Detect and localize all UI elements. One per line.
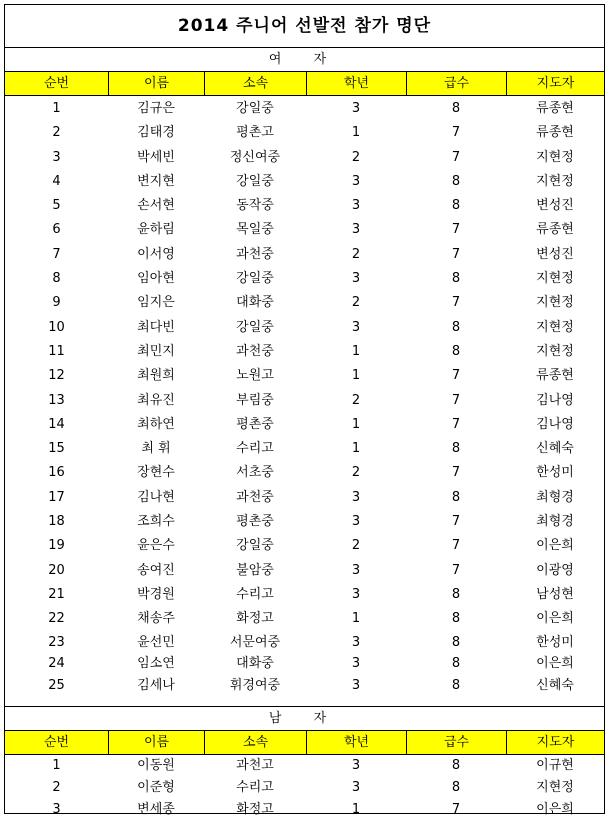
cell-grade: 1 (351, 441, 361, 457)
cell-grade: 3 (351, 489, 361, 505)
cell-level: 8 (451, 489, 461, 505)
cell-number: 12 (48, 368, 65, 384)
cell-level: 8 (451, 271, 461, 287)
cell-grade: 1 (351, 368, 361, 384)
cell-level: 7 (451, 416, 461, 432)
cell-affiliation: 불암중 (236, 562, 274, 578)
male-roster (5, 755, 604, 821)
cell-grade: 1 (351, 416, 361, 432)
cell-affiliation: 강일중 (236, 538, 274, 554)
cell-number: 23 (48, 634, 65, 650)
cell-name: 임지은 (137, 295, 175, 311)
cell-level: 7 (451, 802, 461, 818)
cell-coach: 최형경 (536, 514, 574, 530)
cell-grade: 1 (351, 802, 361, 818)
cell-level: 7 (451, 538, 461, 554)
cell-level: 8 (451, 586, 461, 602)
header-affiliation: 소속 (204, 731, 306, 754)
cell-name: 조희수 (137, 514, 175, 530)
cell-name: 김태경 (137, 125, 175, 141)
cell-coach: 이규현 (536, 758, 574, 774)
cell-coach: 지현정 (536, 295, 574, 311)
cell-grade: 1 (351, 125, 361, 141)
cell-level: 8 (451, 441, 461, 457)
cell-affiliation: 평촌중 (236, 514, 274, 530)
roster-sheet (4, 4, 605, 818)
cell-grade: 2 (351, 392, 361, 408)
cell-grade: 1 (351, 343, 361, 359)
cell-coach: 최형경 (536, 489, 574, 505)
table-row (5, 218, 604, 242)
table-row (5, 340, 604, 364)
cell-name: 변세종 (137, 802, 175, 818)
header-grade: 학년 (306, 72, 406, 95)
cell-affiliation: 과천고 (236, 758, 274, 774)
cell-affiliation: 대화중 (236, 295, 274, 311)
cell-number: 4 (52, 173, 61, 189)
cell-grade: 2 (351, 246, 361, 262)
cell-affiliation: 대화중 (236, 656, 274, 672)
table-row (5, 583, 604, 607)
cell-level: 7 (451, 125, 461, 141)
header-level: 급수 (406, 731, 506, 754)
cell-grade: 3 (351, 319, 361, 335)
cell-coach: 한성미 (536, 634, 574, 650)
table-row (5, 194, 604, 218)
table-row (5, 461, 604, 485)
cell-number: 20 (48, 562, 65, 578)
cell-affiliation: 강일중 (236, 173, 274, 189)
cell-number: 3 (52, 802, 61, 818)
cell-affiliation: 과천중 (236, 489, 274, 505)
male-section-label: 남 자 (268, 711, 341, 727)
cell-level: 8 (451, 780, 461, 796)
cell-coach: 지현정 (536, 780, 574, 796)
table-row (5, 389, 604, 413)
cell-name: 윤선민 (137, 634, 175, 650)
cell-grade: 3 (351, 101, 361, 116)
cell-grade: 3 (351, 222, 361, 238)
header-name: 이름 (108, 731, 204, 754)
cell-number: 10 (48, 319, 65, 335)
cell-name: 최민지 (137, 343, 175, 359)
cell-coach: 이은희 (536, 538, 574, 554)
cell-coach: 이은희 (536, 802, 574, 818)
cell-name: 김나현 (137, 489, 175, 505)
cell-name: 윤하림 (137, 222, 175, 238)
cell-level: 8 (451, 101, 461, 116)
cell-affiliation: 평촌중 (236, 416, 274, 432)
header-number: 순번 (43, 735, 70, 751)
cell-affiliation: 서초중 (236, 465, 274, 481)
cell-name: 채송주 (137, 611, 175, 627)
cell-number: 25 (48, 677, 65, 693)
cell-grade: 2 (351, 465, 361, 481)
table-row (5, 364, 604, 388)
cell-number: 24 (48, 656, 65, 672)
cell-level: 8 (451, 611, 461, 627)
table-row (5, 510, 604, 534)
cell-affiliation: 수리고 (236, 780, 274, 796)
table-row (5, 653, 604, 675)
cell-level: 8 (451, 173, 461, 189)
table-row (5, 121, 604, 145)
cell-name: 최원희 (137, 368, 175, 384)
cell-name: 박세빈 (137, 149, 175, 165)
table-row (5, 607, 604, 631)
table-row (5, 97, 604, 121)
cell-number: 13 (48, 392, 65, 408)
female-section-label: 여 자 (268, 52, 341, 67)
cell-name: 최다빈 (137, 319, 175, 335)
table-row (5, 675, 604, 697)
cell-level: 7 (451, 368, 461, 384)
cell-level: 7 (451, 149, 461, 165)
cell-coach: 지현정 (536, 271, 574, 287)
cell-coach: 지현정 (536, 343, 574, 359)
cell-level: 8 (451, 656, 461, 672)
cell-name: 김세나 (137, 677, 175, 693)
cell-level: 7 (451, 246, 461, 262)
cell-coach: 김나영 (536, 392, 574, 408)
cell-grade: 3 (351, 514, 361, 530)
cell-name: 최 휘 (141, 441, 171, 457)
cell-coach: 신혜숙 (536, 677, 574, 693)
cell-coach: 한성미 (536, 465, 574, 481)
cell-coach: 류종현 (536, 368, 574, 384)
table-row (5, 316, 604, 340)
cell-level: 7 (451, 514, 461, 530)
cell-affiliation: 부림중 (236, 392, 274, 408)
cell-affiliation: 동작중 (236, 198, 274, 214)
header-affiliation: 소속 (204, 72, 306, 95)
cell-number: 5 (52, 198, 61, 214)
cell-name: 이서영 (137, 246, 175, 262)
cell-level: 7 (451, 392, 461, 408)
cell-grade: 3 (351, 634, 361, 650)
table-row (5, 632, 604, 654)
cell-coach: 변성진 (536, 198, 574, 214)
cell-coach: 이광영 (536, 562, 574, 578)
cell-number: 17 (48, 489, 65, 505)
cell-grade: 3 (351, 758, 361, 774)
table-row (5, 486, 604, 510)
cell-number: 18 (48, 514, 65, 530)
cell-grade: 3 (351, 562, 361, 578)
cell-affiliation: 노원고 (236, 368, 274, 384)
table-row (5, 534, 604, 558)
cell-name: 김규은 (137, 101, 175, 116)
cell-name: 최유진 (137, 392, 175, 408)
cell-level: 7 (451, 465, 461, 481)
cell-coach: 류종현 (536, 101, 574, 116)
cell-number: 11 (48, 343, 65, 359)
cell-affiliation: 목일중 (236, 222, 274, 238)
cell-level: 7 (451, 562, 461, 578)
cell-affiliation: 화정고 (236, 611, 274, 627)
cell-level: 8 (451, 758, 461, 774)
cell-affiliation: 수리고 (236, 441, 274, 457)
cell-number: 6 (52, 222, 61, 238)
table-row (5, 755, 604, 777)
cell-coach: 변성진 (536, 246, 574, 262)
cell-grade: 2 (351, 295, 361, 311)
header-grade: 학년 (306, 731, 406, 754)
cell-affiliation: 강일중 (236, 101, 274, 116)
header-number: 순번 (43, 76, 70, 91)
cell-level: 8 (451, 677, 461, 693)
cell-level: 7 (451, 222, 461, 238)
cell-affiliation: 과천중 (236, 343, 274, 359)
table-row (5, 170, 604, 194)
cell-number: 7 (52, 246, 61, 262)
cell-name: 손서현 (137, 198, 175, 214)
cell-number: 1 (52, 758, 61, 774)
cell-coach: 남성현 (536, 586, 574, 602)
cell-number: 1 (52, 101, 61, 116)
table-row (5, 799, 604, 821)
cell-number: 22 (48, 611, 65, 627)
cell-coach: 이은희 (536, 656, 574, 672)
cell-name: 장현수 (137, 465, 175, 481)
section-gap (5, 696, 604, 707)
cell-level: 8 (451, 343, 461, 359)
cell-level: 7 (451, 295, 461, 311)
cell-number: 14 (48, 416, 65, 432)
cell-grade: 2 (351, 149, 361, 165)
cell-level: 8 (451, 634, 461, 650)
cell-name: 최하연 (137, 416, 175, 432)
cell-name: 임소연 (137, 656, 175, 672)
cell-grade: 3 (351, 173, 361, 189)
cell-number: 16 (48, 465, 65, 481)
cell-grade: 3 (351, 656, 361, 672)
cell-grade: 1 (351, 611, 361, 627)
cell-coach: 류종현 (536, 125, 574, 141)
table-row (5, 413, 604, 437)
cell-number: 3 (52, 149, 61, 165)
cell-number: 8 (52, 271, 61, 287)
table-row (5, 559, 604, 583)
cell-number: 19 (48, 538, 65, 554)
male-header-row (5, 730, 604, 755)
cell-coach: 이은희 (536, 611, 574, 627)
cell-name: 박경원 (137, 586, 175, 602)
cell-coach: 지현정 (536, 173, 574, 189)
cell-affiliation: 강일중 (236, 271, 274, 287)
cell-name: 이동원 (137, 758, 175, 774)
cell-grade: 3 (351, 271, 361, 287)
cell-number: 21 (48, 586, 65, 602)
cell-affiliation: 정신여중 (229, 149, 281, 165)
table-row (5, 243, 604, 267)
cell-affiliation: 평촌고 (236, 125, 274, 141)
cell-coach: 지현정 (536, 319, 574, 335)
page-title: 2014 주니어 선발전 참가 명단 (5, 5, 604, 48)
female-header-row (5, 71, 604, 96)
cell-number: 9 (52, 295, 61, 311)
table-row (5, 291, 604, 315)
cell-number: 2 (52, 125, 61, 141)
cell-affiliation: 수리고 (236, 586, 274, 602)
table-row (5, 777, 604, 799)
cell-grade: 3 (351, 780, 361, 796)
cell-name: 송여진 (137, 562, 175, 578)
cell-name: 이준형 (137, 780, 175, 796)
header-coach: 지도자 (506, 731, 604, 754)
cell-name: 윤은수 (137, 538, 175, 554)
cell-coach: 지현정 (536, 149, 574, 165)
cell-affiliation: 강일중 (236, 319, 274, 335)
cell-grade: 3 (351, 677, 361, 693)
cell-grade: 2 (351, 538, 361, 554)
table-row (5, 267, 604, 291)
cell-name: 임아현 (137, 271, 175, 287)
header-level: 급수 (406, 72, 506, 95)
cell-affiliation: 휘경여중 (229, 677, 281, 693)
cell-affiliation: 서문여중 (229, 634, 281, 650)
cell-coach: 김나영 (536, 416, 574, 432)
cell-grade: 3 (351, 586, 361, 602)
table-row (5, 146, 604, 170)
cell-name: 변지현 (137, 173, 175, 189)
cell-level: 8 (451, 319, 461, 335)
header-coach: 지도자 (506, 72, 604, 95)
cell-affiliation: 화정고 (236, 802, 274, 818)
table-row (5, 437, 604, 461)
header-name: 이름 (108, 72, 204, 95)
cell-grade: 3 (351, 198, 361, 214)
cell-affiliation: 과천중 (236, 246, 274, 262)
cell-level: 8 (451, 198, 461, 214)
female-roster (5, 96, 604, 696)
cell-coach: 신혜숙 (536, 441, 574, 457)
cell-number: 2 (52, 780, 61, 796)
cell-coach: 류종현 (536, 222, 574, 238)
cell-number: 15 (48, 441, 65, 457)
